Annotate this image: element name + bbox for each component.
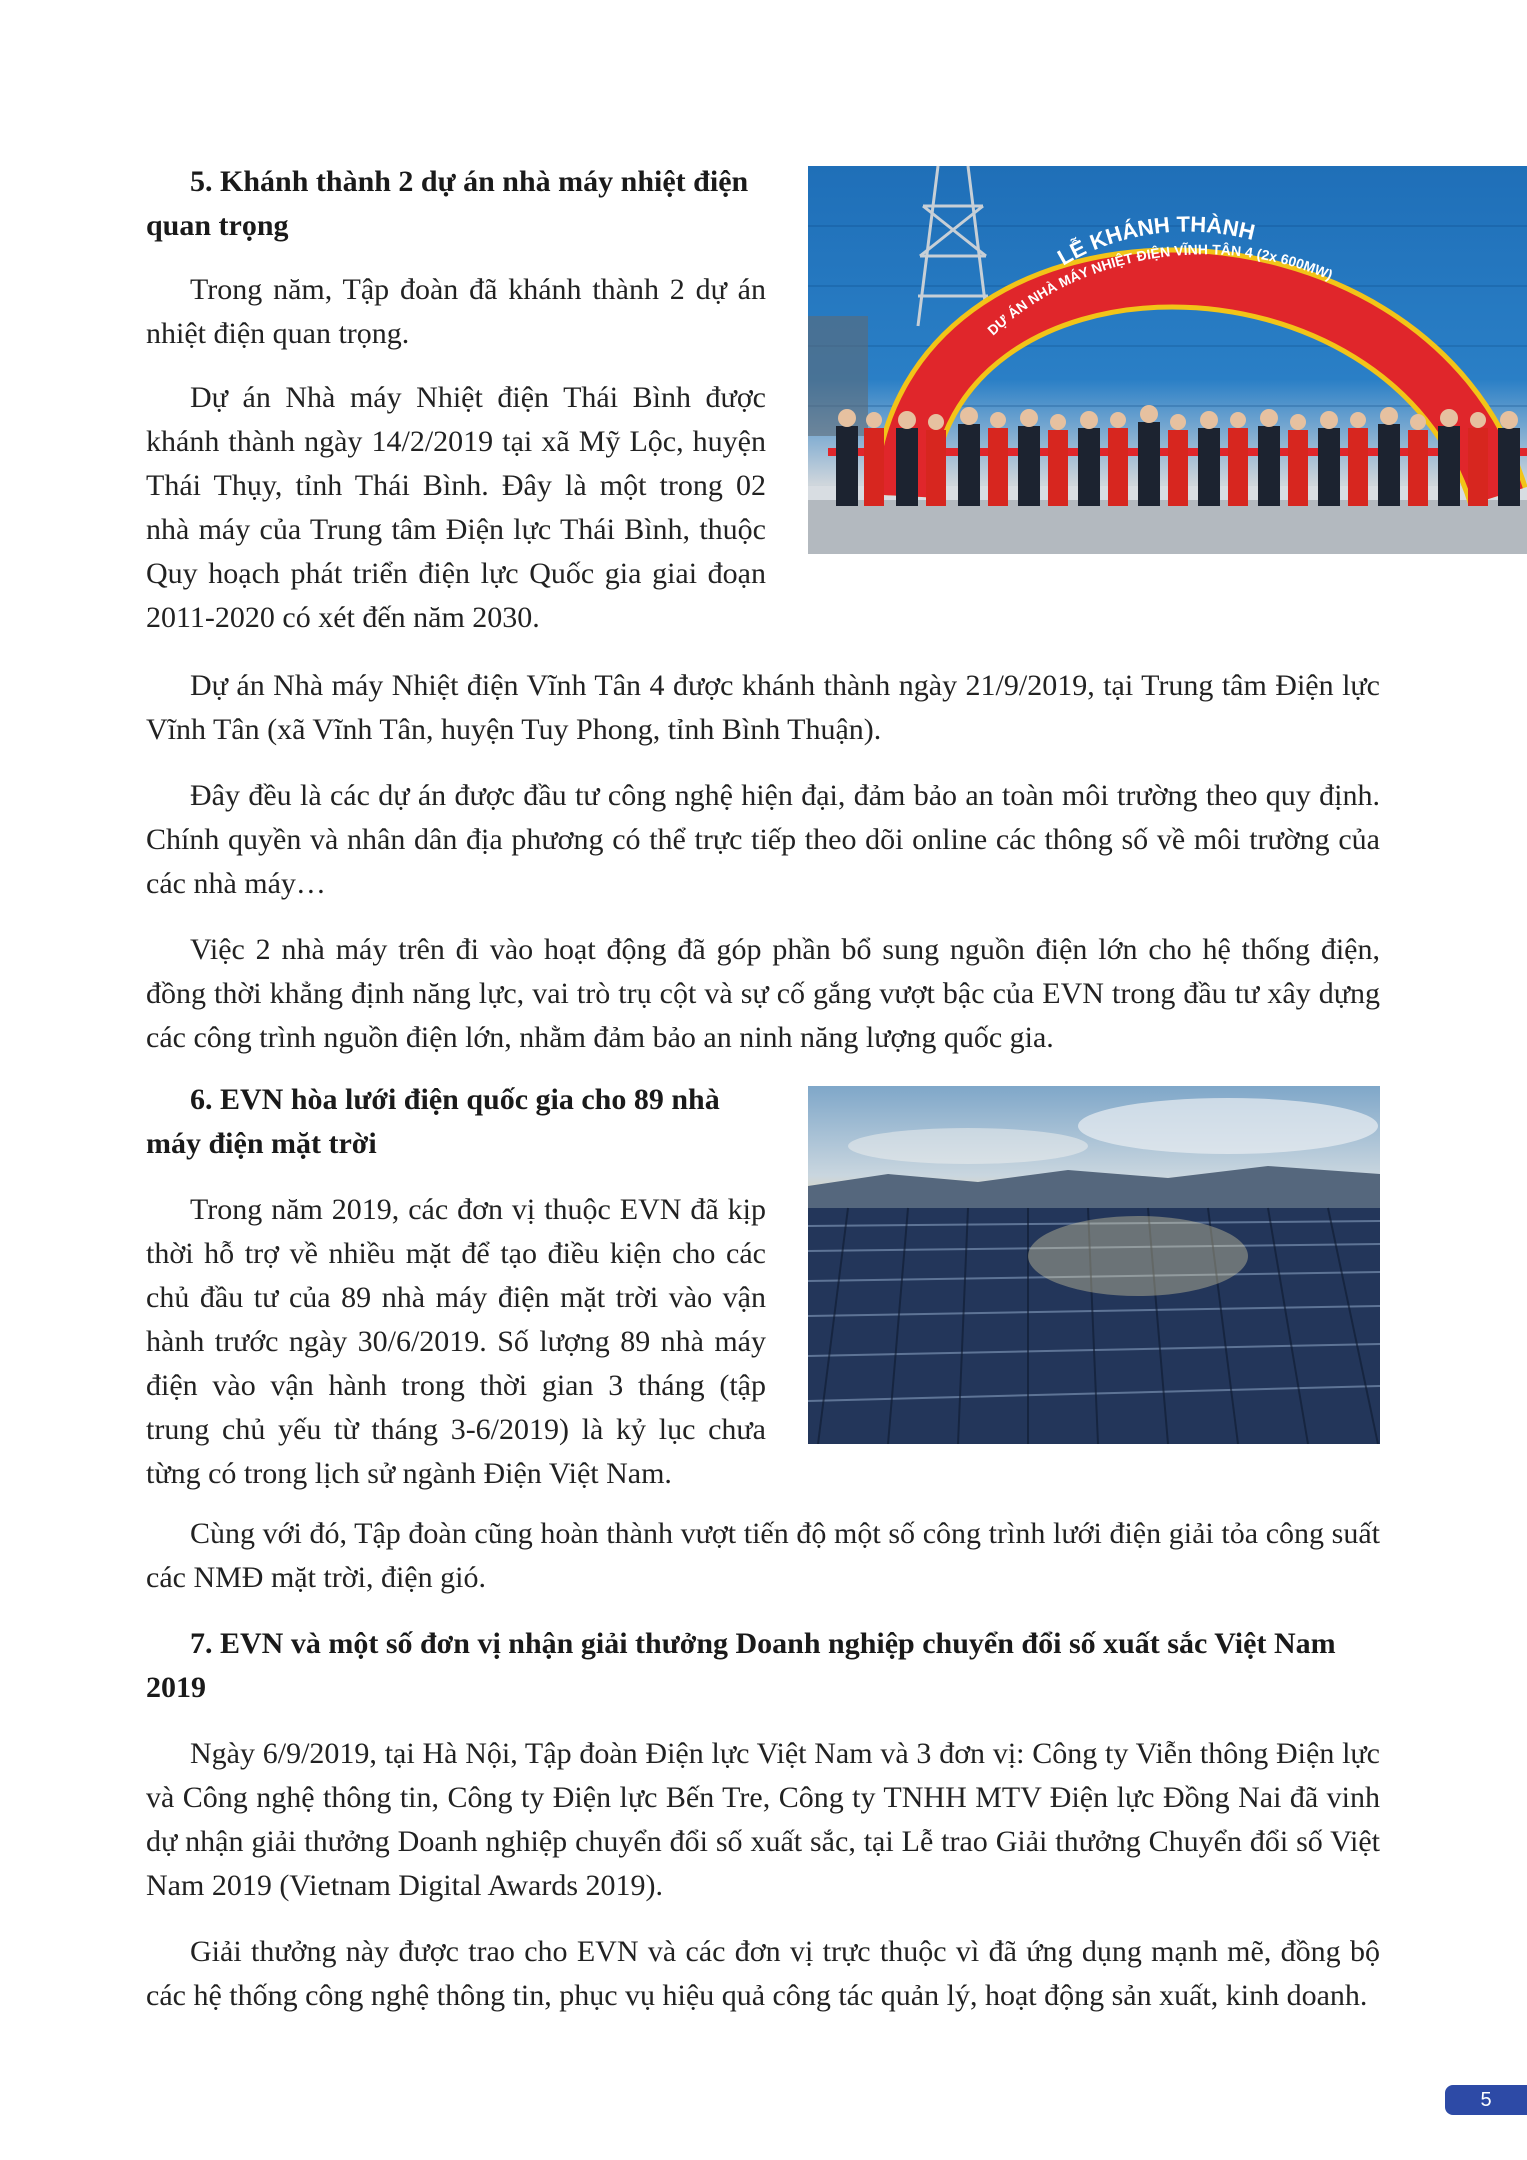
section-7-paragraph-2: Giải thưởng này được trao cho EVN và các đơn vị trực thuộc vì đã ứng dụng mạnh mẽ, đồng bộ các hệ thống công nghệ thông tin, phục vụ hiệu quả công tác quản lý, hoạt động sản xuất, kinh doanh. <box>146 1935 1380 2012</box>
ceremony-illustration <box>808 166 1527 554</box>
page-number-badge: 5 <box>1445 2085 1527 2115</box>
section-7-paragraph-1: Ngày 6/9/2019, tại Hà Nội, Tập đoàn Điện lực Việt Nam và 3 đơn vị: Công ty Viễn thông Điện lực và Công nghệ thông tin, Công ty Điện lực Bến Tre, Công ty TNHH MTV Điện lực Đồng Nai đã vinh dự nhận giải thưởng Doanh nghiệp chuyển đổi số xuất sắc, tại Lễ trao Giải thưởng Chuyển đổi số Việt Nam 2019 (Vietnam Digital Awards 2019). <box>146 1737 1380 1902</box>
section-7-heading: 7. EVN và một số đơn vị nhận giải thưởng Doanh nghiệp chuyển đổi số xuất sắc Việt Nam 2019 <box>146 1627 1336 1704</box>
section-6-paragraph-2: Cùng với đó, Tập đoàn cũng hoàn thành vượt tiến độ một số công trình lưới điện giải tỏa công suất các NMĐ mặt trời, điện gió. <box>146 1517 1380 1594</box>
section-6-heading: 6. EVN hòa lưới điện quốc gia cho 89 nhà máy điện mặt trời <box>146 1083 720 1160</box>
arch-title-textpath: LỄ KHÁNH THÀNH <box>1053 211 1258 271</box>
arch-subtitle-textpath: DỰ ÁN NHÀ MÁY NHIỆT ĐIỆN VĨNH TÂN 4 (2x 600MW) <box>984 241 1336 339</box>
section-5-intro <box>146 160 766 640</box>
ceremony-guests <box>836 405 1520 506</box>
section-6-paragraph-1: Trong năm 2019, các đơn vị thuộc EVN đã kịp thời hỗ trợ về nhiều mặt để tạo điều kiện cho các chủ đầu tư của 89 nhà máy điện mặt trời vào vận hành trước ngày 30/6/2019. Số lượng 89 nhà máy điện vào vận hành trong thời gian 3 tháng (tập trung chủ yếu từ tháng 3-6/2019) là kỷ lục chưa từng có trong lịch sử ngành Điện Việt Nam. <box>146 1193 766 1490</box>
section-5-paragraph-5: Việc 2 nhà máy trên đi vào hoạt động đã góp phần bổ sung nguồn điện lớn cho hệ thống điện, đồng thời khẳng định năng lực, vai trò trụ cột và sự cố gắng vượt bậc của EVN trong đầu tư xây dựng các công trình nguồn điện lớn, nhằm đảm bảo an ninh năng lượng quốc gia. <box>146 933 1380 1054</box>
section-6-intro <box>146 1078 766 1496</box>
section-6-continued <box>146 1512 1380 2018</box>
section-5-paragraph-3: Dự án Nhà máy Nhiệt điện Vĩnh Tân 4 được khánh thành ngày 21/9/2019, tại Trung tâm Điện lực Vĩnh Tân (xã Vĩnh Tân, huyện Tuy Phong, tỉnh Bình Thuận). <box>146 669 1380 746</box>
section-5-heading: 5. Khánh thành 2 dự án nhà máy nhiệt điện quan trọng <box>146 165 749 242</box>
section-5-paragraph-1: Trong năm, Tập đoàn đã khánh thành 2 dự án nhiệt điện quan trọng. <box>146 273 766 350</box>
solar-farm-photo <box>808 1086 1380 1444</box>
section-5-continued <box>146 664 1380 1060</box>
pylon-graphic <box>918 166 988 326</box>
section-5-paragraph-4: Đây đều là các dự án được đầu tư công nghệ hiện đại, đảm bảo an toàn môi trường theo quy định. Chính quyền và nhân dân địa phương có thể trực tiếp theo dõi online các thông số về môi trường của các nhà máy… <box>146 779 1380 900</box>
solar-farm-illustration <box>808 1086 1380 1444</box>
ceremony-photo <box>808 166 1527 554</box>
section-5-paragraph-2: Dự án Nhà máy Nhiệt điện Thái Bình được khánh thành ngày 14/2/2019 tại xã Mỹ Lộc, huyện Thái Thụy, tỉnh Thái Bình. Đây là một trong 02 nhà máy của Trung tâm Điện lực Thái Bình, thuộc Quy hoạch phát triển điện lực Quốc gia giai đoạn 2011-2020 có xét đến năm 2030. <box>146 381 766 634</box>
